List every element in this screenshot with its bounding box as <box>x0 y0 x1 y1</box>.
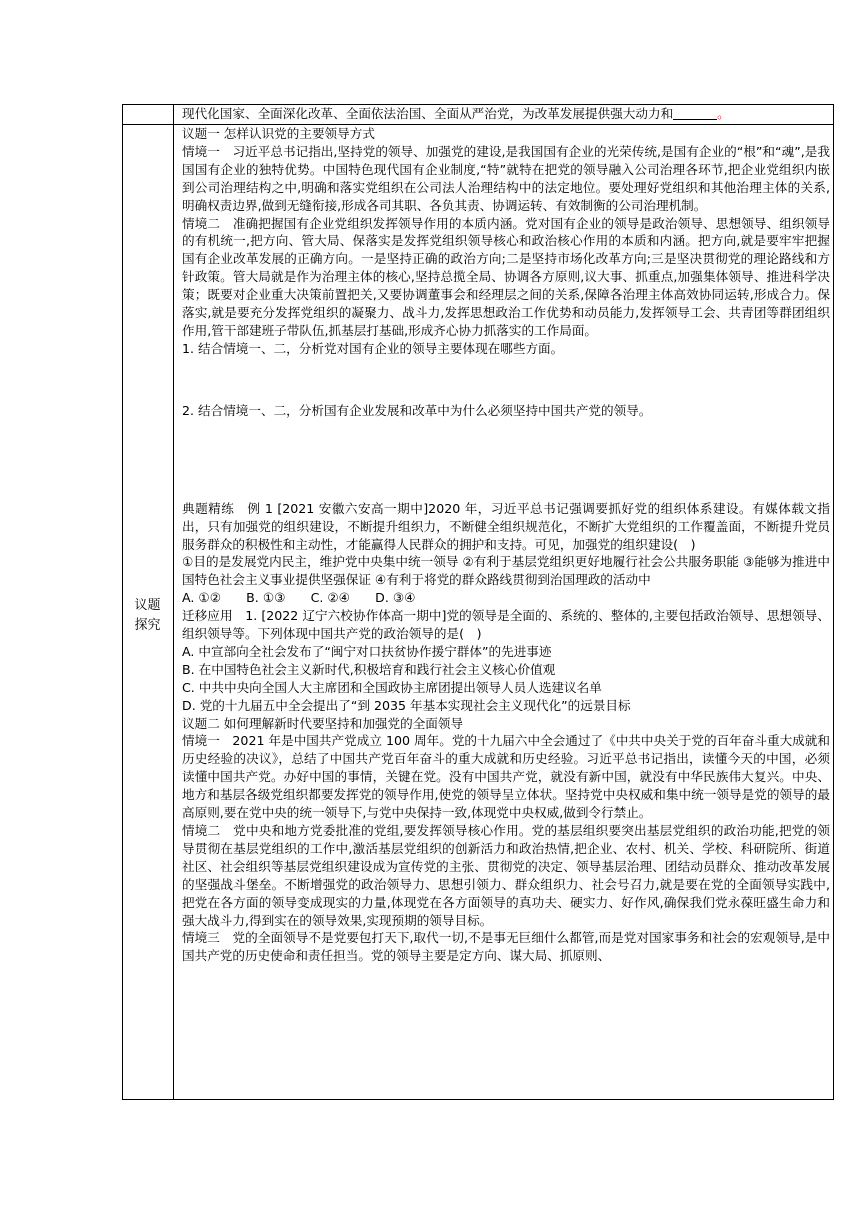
transfer-option-d: D. 党的十九届五中全会提出了“到 2035 年基本实现社会主义现代化”的远景目标 <box>182 697 631 713</box>
issue2-situation1: 情境一 2021 年是中国共产党成立 100 周年。党的十九届六中全会通过了《中共中央关于党的百年奋斗重大成就和历史经验的决议》，总结了中国共产党百年奋斗的重大成就和历史经验。习近平总书记指出，读懂今天的中国，必须读懂中国共产党。办好中国的事情，关键在党。没有中国共产党，就没有新中国，就没有中华民族伟大复兴。中央、地方和基层各级党组织都要发挥党的领导作用,使党的领导呈立体状。坚持党中央权威和集中统一领导是党的领导的最高原则,要在党中央的统一领导下,与党中央保持一致,体现党中央权威,做到令行禁止。 <box>182 733 830 821</box>
transfer-option-c: C. 中共中央向全国人大主席团和全国政协主席团提出领导人员人选建议名单 <box>182 679 602 695</box>
practice-stem: 典题精练 例 1 [2021 安徽六安高一期中]2020 年，习近平总书记强调要抓好党的组织体系建设。有媒体载文指出，只有加强党的组织建设，不断提升组织力，不断健全组织规范化，不断扩大党组织的工作覆盖面，不断提升党员服务群众的积极性和主动性，才能赢得人民群众的拥护和支持。可见，加强党的组织建设( ) <box>182 500 830 552</box>
issue1-title: 议题一 怎样认识党的主要领导方式 <box>182 126 375 141</box>
transfer-option-b: B. 在中国特色社会主义新时代,积极培育和践行社会主义核心价值观 <box>182 661 556 677</box>
content-cell <box>182 125 830 965</box>
transfer-option-a: A. 中宣部向全社会发布了“闽宁对口扶贫协作援宁群体”的先进事迹 <box>182 643 552 659</box>
transfer-stem: 迁移应用 1. [2022 辽宁六校协作体高一期中]党的领导是全面的、系统的、整体的,主要包括政治领导、思想领导、组织领导等。下列体现中国共产党的政治领导的是( ) <box>182 608 830 642</box>
issue2-situation3: 情境三 党的全面领导不是党要包打天下,取代一切,不是事无巨细什么都管,而是党对国家事务和社会的宏观领导,是中国共产党的历史使命和责任担当。党的领导主要是定方向、谋大局、抓原则、 <box>182 930 830 964</box>
issue1-question-1: 1. 结合情境一、二，分析党对国有企业的领导主要体现在哪些方面。 <box>182 340 564 356</box>
top-row-text <box>182 105 830 123</box>
column-divider <box>173 104 174 1100</box>
top-row-sentence: 现代化国家、全面深化改革、全面依法治国、全面从严治党，为改革发展提供强大动力和 <box>182 106 674 121</box>
side-label <box>122 596 173 636</box>
fill-in-blank <box>673 107 717 120</box>
practice-options: A. ①② B. ①③ C. ②④ D. ③④ <box>182 590 416 606</box>
issue2-title: 议题二 如何理解新时代要坚持和加强党的全面领导 <box>182 715 464 731</box>
side-label-line-2: 探究 <box>134 618 161 633</box>
issue1-situation2: 情境二 准确把握国有企业党组织发挥领导作用的本质内涵。党对国有企业的领导是政治领导、思想领导、组织领导的有机统一,把方向、管大局、保落实是发挥党组织领导核心和政治核心作用的本质和内涵。把方向,就是要牢牢把握国有企业改革发展的正确方向。一是坚持正确的政治方向;二是坚持市场化改革方向;三是坚决贯彻党的理论路线和方针政策。管大局就是作为治理主体的核心,坚持总揽全局、协调各方原则,议大事、抓重点,加强集体领导、推进科学决策；既要对企业重大决策前置把关,又要协调董事会和经理层之间的关系,保障各治理主体高效协同运转,形成合力。保落实,就是要充分发挥党组织的凝聚力、战斗力,发挥思想政治工作优势和动员能力,发挥领导工会、共青团等群团组织作用,管干部建班子带队伍,抓基层打基础,形成齐心协力抓落实的工作局面。 <box>182 215 830 338</box>
side-label-line-1: 议题 <box>134 598 161 613</box>
issue2-situation2: 情境二 党中央和地方党委批准的党组,要发挥领导核心作用。党的基层组织要突出基层党组织的政治功能,把党的领导贯彻在基层党组织的工作中,激活基层党组织的创新活力和政治热情,把企业、农村、机关、学校、科研院所、街道社区、社会组织等基层党组织建设成为宣传党的主张、贯彻党的决定、领导基层治理、团结动员群众、推动改革发展的坚强战斗堡垒。不断增强党的政治领导力、思想引领力、群众组织力、社会号召力,就是要在党的全面领导实践中,把党在各方面的领导变成现实的力量,体现党在各方面领导的真功夫、硬实力、好作风,确保我们党永葆旺盛生命力和强大战斗力,得到实在的领导效果,实现预期的领导目标。 <box>182 823 830 928</box>
issue1-situation1: 情境一 习近平总书记指出,坚持党的领导、加强党的建设,是我国国有企业的光荣传统,是国有企业的“根”和“魂”,是我国国有企业的独特优势。中国特色现代国有企业制度,“特”就特在把党的领导融入公司治理各环节,把企业党组织内嵌到公司治理结构之中,明确和落实党组织在公司法人治理结构中的法定地位。要处理好党组织和其他治理主体的关系,明确权责边界,做到无缝衔接,形成各司其职、各负其责、协调运转、有效制衡的公司治理机制。 <box>182 143 830 213</box>
issue1-question-2: 2. 结合情境一、二，分析国有企业发展和改革中为什么必须坚持中国共产党的领导。 <box>182 402 652 418</box>
answer-space-1 <box>182 358 830 402</box>
answer-space-2 <box>182 420 830 500</box>
top-row-end: 。 <box>717 106 730 121</box>
practice-items: ①目的是发展党内民主，维护党中央集中统一领导 ②有利于基层党组织更好地履行社会公共服务职能 ③能够为推进中国特色社会主义事业提供坚强保证 ④有利于将党的群众路线贯彻到治国理政的活动中 <box>182 554 830 588</box>
